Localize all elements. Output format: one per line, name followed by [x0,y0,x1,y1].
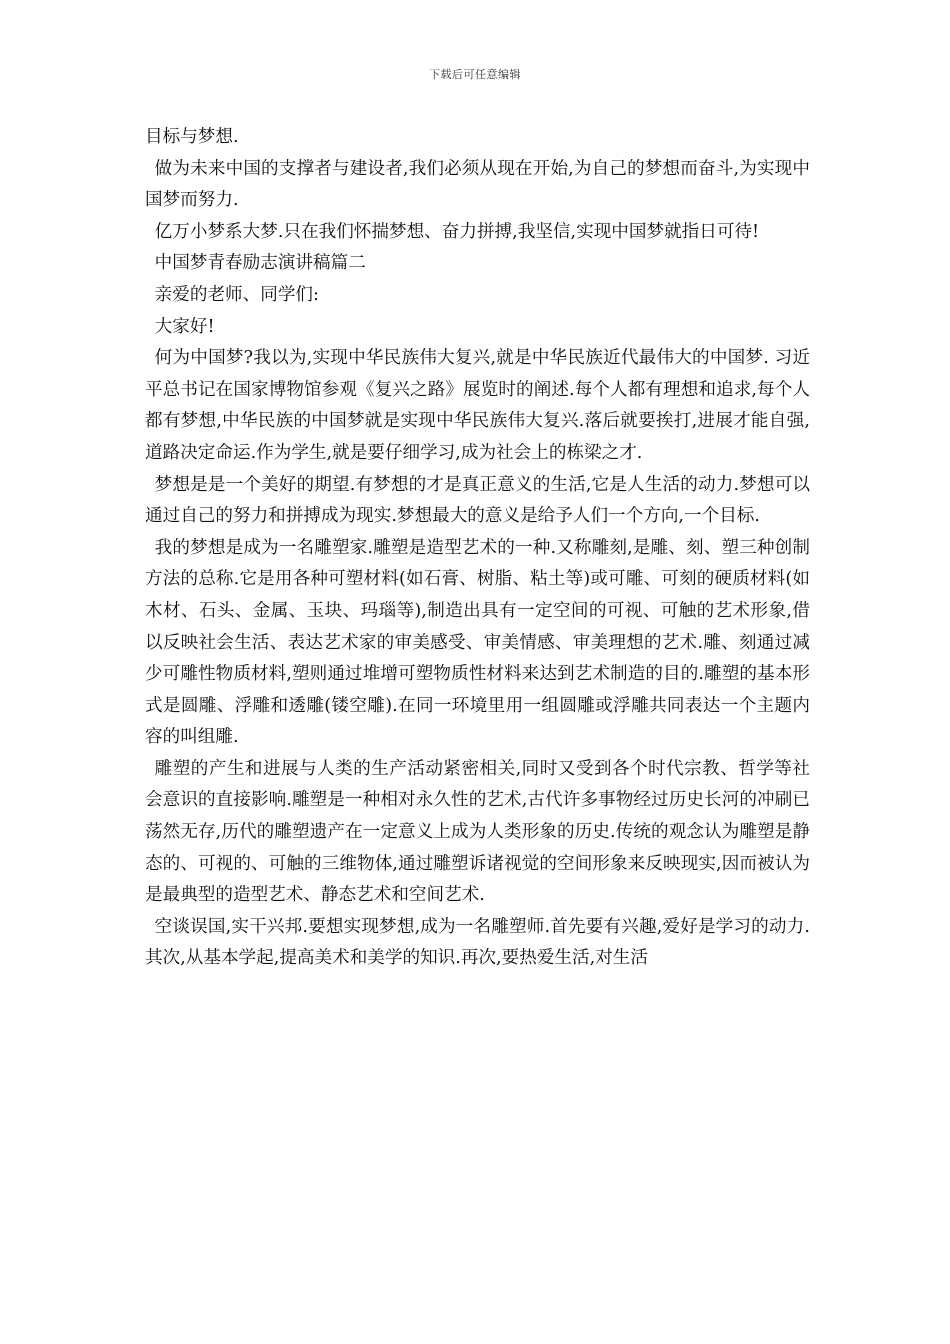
page-header: 下载后可任意编辑 [429,68,521,81]
document-body [145,122,810,975]
paragraph: 做为未来中国的支撑者与建设者,我们必须从现在开始,为自己的梦想而奋斗,为实现中国梦而努力. [145,158,810,211]
salutation: 亲爱的老师、同学们: [154,284,319,305]
paragraph-continuation: 目标与梦想. [145,127,239,147]
paragraph: 空谈误国,实干兴邦.要想实现梦想,成为一名雕塑师.首先要有兴趣,爱好是学习的动力.其次,从基本学起,提高美术和美学的知识.再次,要热爱生活,对生活 [145,916,810,969]
paragraph: 何为中国梦?我以为,实现中华民族伟大复兴,就是中华民族近代最伟大的中国梦. 习近平总书记在国家博物馆参观《复兴之路》展览时的阐述.每个人都有理想和追求,每个人都有梦想,中华民族的中国梦就是实现中华民族伟大复兴.落后就要挨打,进展才能自强,道路决定命运.作为学生,就是要仔细学习,成为社会上的栋梁之才. [145,348,810,463]
paragraph: 雕塑的产生和进展与人类的生产活动紧密相关,同时又受到各个时代宗教、哲学等社会意识的直接影响.雕塑是一种相对永久性的艺术,古代许多事物经过历史长河的冲刷已荡然无存,历代的雕塑遗产在一定意义上成为人类形象的历史.传统的观念认为雕塑是静态的、可视的、可触的三维物体,通过雕塑诉诸视觉的空间形象来反映现实,因而被认为是最典型的造型艺术、静态艺术和空间艺术. [145,758,810,906]
section-title: 中国梦青春励志演讲稿篇二 [154,253,366,274]
paragraph: 我的梦想是成为一名雕塑家.雕塑是造型艺术的一种.又称雕刻,是雕、刻、塑三种创制方法的总称.它是用各种可塑材料(如石膏、树脂、粘土等)或可雕、可刻的硬质材料(如木材、石头、金属、玉块、玛瑙等),制造出具有一定空间的可视、可触的艺术形象,借以反映社会生活、表达艺术家的审美感受、审美情感、审美理想的艺术.雕、刻通过减少可雕性物质材料,塑则通过堆增可塑物质性材料来达到艺术制造的目的.雕塑的基本形式是圆雕、浮雕和透雕(镂空雕).在同一环境里用一组圆雕或浮雕共同表达一个主题内容的叫组雕. [145,537,810,748]
paragraph: 梦想是是一个美好的期望.有梦想的才是真正意义的生活,它是人生活的动力.梦想可以通过自己的努力和拼搏成为现实.梦想最大的意义是给予人们一个方向,一个目标. [145,474,810,527]
greeting: 大家好! [154,316,215,337]
paragraph: 亿万小梦系大梦.只在我们怀揣梦想、奋力拼搏,我坚信,实现中国梦就指日可待! [154,221,760,242]
